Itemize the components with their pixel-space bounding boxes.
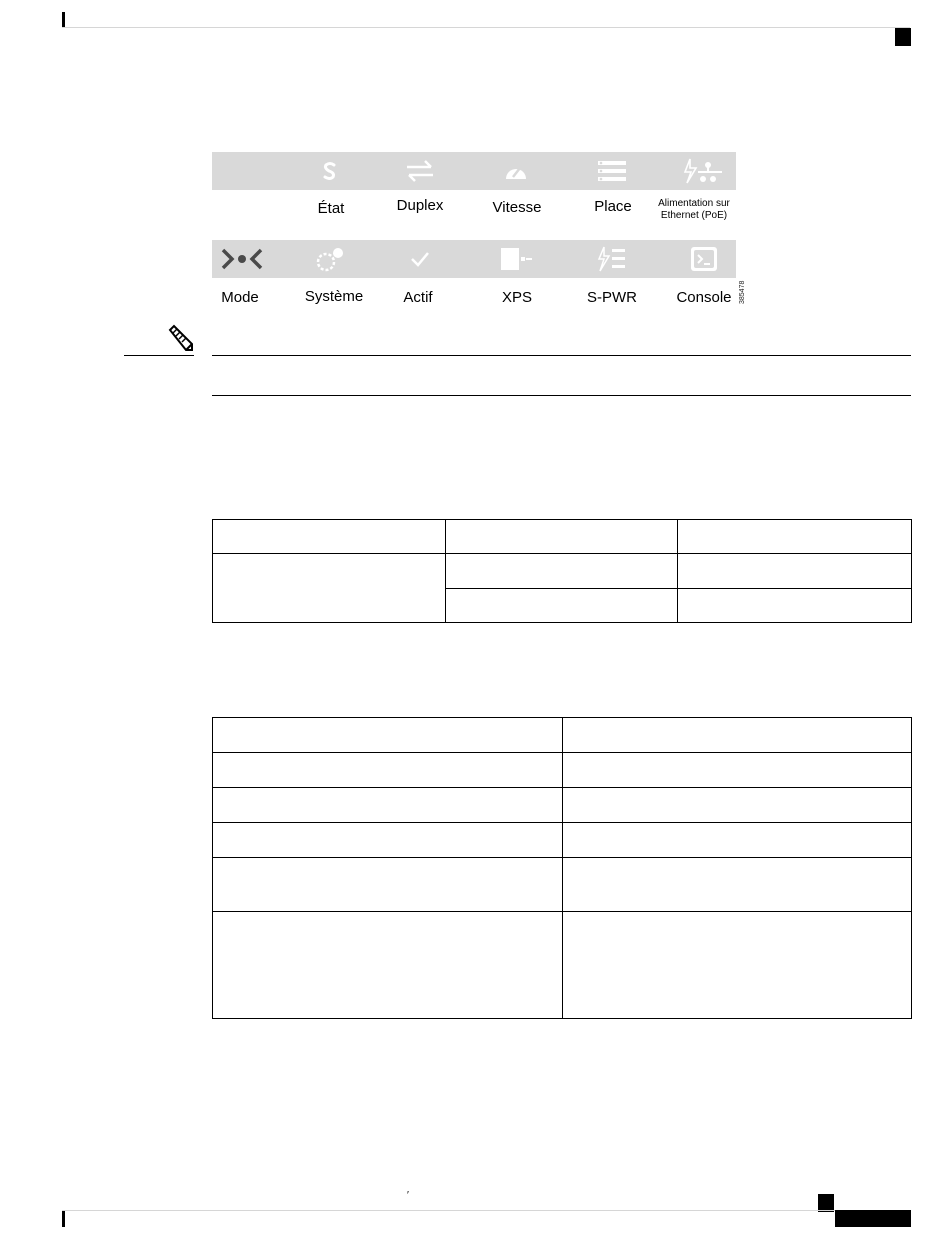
table-2-header-cell (562, 718, 912, 753)
table-cell (562, 823, 912, 858)
table-cell (213, 858, 563, 912)
label-duplex: Duplex (396, 197, 444, 214)
figure-number: 385478 (739, 280, 746, 304)
table-1-header-cell (213, 520, 446, 554)
table-row (213, 753, 912, 788)
table-row (213, 554, 912, 589)
active-icon (372, 240, 468, 278)
table-1 (212, 519, 912, 623)
label-xps: XPS (501, 289, 532, 306)
table-cell (445, 554, 678, 589)
table-row (213, 858, 912, 912)
label-poe: Alimentation sur Ethernet (PoE) (658, 198, 730, 221)
stack-icon (564, 152, 660, 190)
table-2-header-cell (213, 718, 563, 753)
table-cell (213, 912, 563, 1019)
header-corner-mark (895, 28, 911, 46)
poe-icon (656, 152, 752, 190)
label-system: Système (304, 288, 364, 305)
note-rule-bottom (212, 395, 911, 396)
table-cell (562, 858, 912, 912)
footer-mark: ′ (407, 1190, 409, 1201)
footer-tick (62, 1211, 65, 1227)
label-stack: Place (594, 198, 632, 215)
footer-tab-bar (835, 1210, 911, 1227)
label-state: État (317, 200, 345, 217)
label-speed: Vitesse (492, 199, 542, 216)
note-rule-top (212, 355, 911, 356)
label-s-pwr: S-PWR (587, 289, 637, 306)
s-pwr-icon (564, 240, 660, 278)
label-active: Actif (403, 289, 433, 306)
table-1-header-cell (678, 520, 912, 554)
duplex-icon (372, 152, 468, 190)
label-console: Console (676, 289, 732, 306)
icon-band-row1 (212, 152, 736, 190)
table-cell (562, 788, 912, 823)
table-cell (445, 589, 678, 623)
mode-icon (194, 240, 290, 278)
table-cell (678, 554, 912, 589)
table-1-header-cell (445, 520, 678, 554)
note-rule-left (124, 355, 194, 356)
table-cell (562, 912, 912, 1019)
table-cell (213, 753, 563, 788)
table-cell (678, 589, 912, 623)
note-pencil-icon (166, 324, 194, 357)
console-icon (656, 240, 752, 278)
table-1-header-row (213, 520, 912, 554)
system-icon (282, 240, 378, 278)
table-cell (213, 823, 563, 858)
table-2-header-row (213, 718, 912, 753)
header-tick (62, 12, 65, 28)
table-cell (213, 788, 563, 823)
table-row (213, 823, 912, 858)
table-cell (562, 753, 912, 788)
xps-icon (468, 240, 564, 278)
label-mode: Mode (221, 289, 259, 306)
table-2 (212, 717, 912, 1019)
stat-icon (282, 152, 378, 190)
table-row (213, 788, 912, 823)
footer-rule (62, 1210, 910, 1211)
icon-band-row2 (212, 240, 736, 278)
table-1-merged-cell (213, 554, 446, 623)
table-row (213, 912, 912, 1019)
speed-icon (468, 152, 564, 190)
header-rule (62, 27, 910, 28)
